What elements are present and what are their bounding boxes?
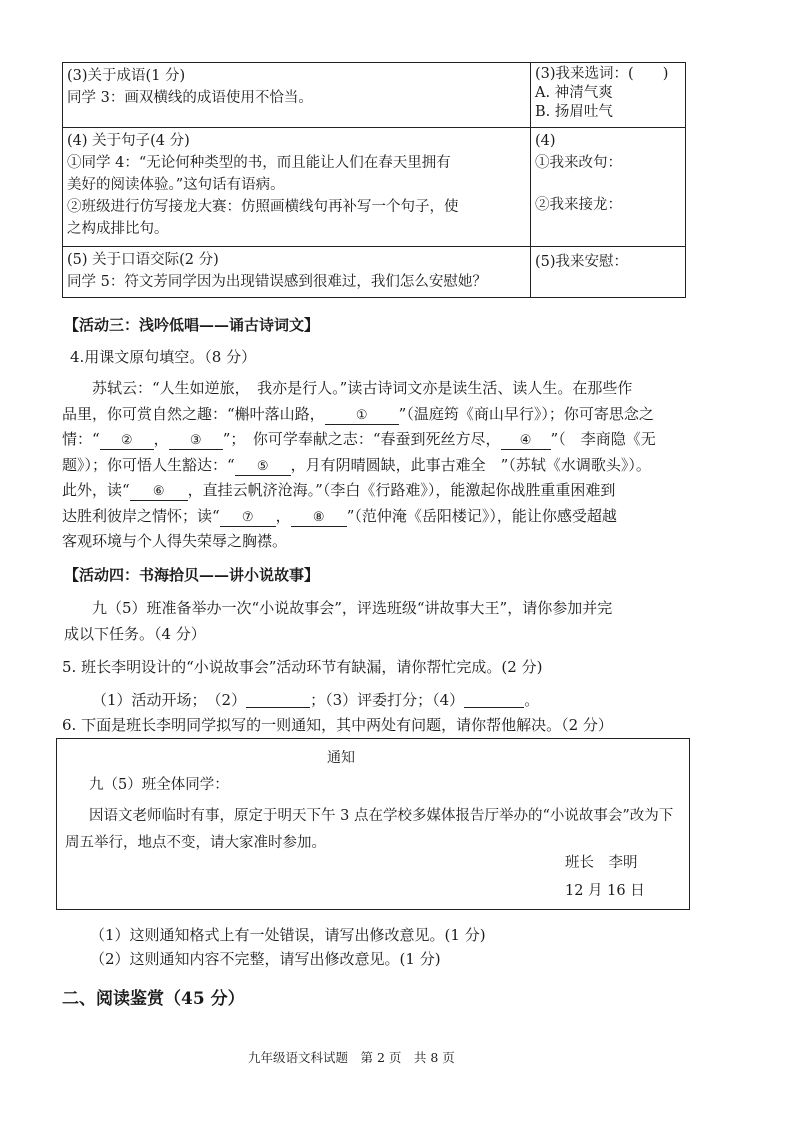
activity-4-intro: 九（5）班准备举办一次“小说故事会”，评选班级“讲故事大王”，请你参加并完 [92,599,613,617]
question-5: 5. 班长李明设计的“小说故事会”活动环节有缺漏，请你帮忙完成。(2 分) [62,658,543,676]
answer-blank[interactable] [246,691,310,708]
sub-question-1: （1）这则通知格式上有一处错误，请写出修改意见。(1 分) [90,926,486,944]
answer-label: ①我来改句： [535,155,622,171]
step-text: ；（3）评委打分；（4） [310,691,465,709]
passage-line [62,402,690,428]
blank-6[interactable]: ⑥ [130,484,188,501]
table-cell-answer [531,63,685,127]
notice-signature: 班长 李明 [565,855,638,871]
passage-text: ，直挂云帆济沧海。”（李白《行路难》），能激起你战胜重重困难到 [187,481,616,499]
notice-box [56,738,690,910]
notice-title: 通知 [327,750,355,766]
activity-4-intro: 成以下任务。（4 分） [64,625,206,643]
notice-recipient: 九（5）班全体同学： [89,777,229,793]
passage-line [62,427,690,453]
passage-text: ，月有阴晴圆缺，此事古难全 ”（苏轼《水调歌头》）。 [290,455,651,474]
row-heading: (3)关于成语(1 分) [67,68,186,84]
table-cell-question [63,128,531,246]
page-footer: 九年级语文科试题 第 2 页 共 8 页 [248,1050,455,1065]
answer-label: (4) [535,133,556,149]
option-b: B. 扬眉吐气 [535,104,613,120]
row-heading: (4) 关于句子(4 分) [67,133,190,149]
blank-7[interactable]: ⑦ [220,510,276,527]
passage-text: ”（温庭筠《商山早行》）；你可寄思念之 [398,404,654,423]
table-cell-answer [531,128,685,246]
step-text: 。 [524,691,540,709]
notice-body: 因语文老师临时有事，原定于明天下午 3 点在学校多媒体报告厅举办的“小说故事会”改为下周五举行，地点不变，请大家准时参加。 [65,808,674,851]
option-a: A. 神清气爽 [535,85,613,101]
question-6: 6. 下面是班长李明同学拟写的一则通知，其中两处有问题，请你帮他解决。（2 分） [62,716,613,734]
passage-text: 题》）；你可悟人生豁达：“ [62,455,235,474]
sub-question-2: （2）这则通知内容不完整，请写出修改意见。(1 分) [90,950,441,968]
fill-in-passage [62,376,690,555]
passage-line [62,478,690,504]
passage-line: 苏轼云：“人生如逆旅， 我亦是行人。”读古诗词文亦是读生活、读人生。在那些作 [92,379,633,397]
table-row [63,63,685,128]
table-cell-question [63,63,531,127]
row-text: 同学 5：符文芳同学因为出现错误感到很难过，我们怎么安慰她？ [67,274,487,290]
passage-line: 客观环境与个人得失荣辱之胸襟。 [62,532,288,550]
row-heading: (5) 关于口语交际(2 分) [67,252,219,268]
blank-3[interactable]: ③ [169,433,223,450]
answer-label: ②我来接龙： [535,197,622,213]
blank-5[interactable]: ⑤ [235,459,291,476]
blank-1[interactable]: ① [325,408,399,425]
table-cell-answer [531,247,685,297]
passage-text: ， [275,506,291,525]
answer-label: (3)我来选词：( ) [535,66,669,82]
row-text: ②班级进行仿写接龙大赛：仿照画横线句再补写一个句子，使 [67,199,459,215]
passage-text: ”（范仲淹《岳阳楼记》），能让你感受超越 [346,506,617,525]
activity-3-title: 【活动三：浅吟低唱——诵古诗词文】 [64,316,320,334]
answer-blank[interactable] [464,691,524,708]
answer-label: (5)我来安慰： [535,254,629,270]
passage-text: 品里，你可赏自然之趣：“槲叶落山路， [62,404,325,423]
blank-2[interactable]: ② [100,433,154,450]
blank-8[interactable]: ⑧ [291,510,347,527]
table-row [63,128,685,247]
row-text: 美好的阅读体验。”这句话有语病。 [67,177,285,193]
blank-4[interactable]: ④ [501,433,551,450]
row-text: 同学 3：画双横线的成语使用不恰当。 [67,90,313,106]
section-2-heading: 二、阅读鉴赏（45 分） [62,989,245,1009]
passage-line [62,453,690,479]
activity-4-title: 【活动四：书海拾贝——讲小说故事】 [64,566,320,584]
passage-text: 此外，读“ [62,481,130,499]
row-text: ①同学 4：“无论何种类型的书，而且能让人们在春天里拥有 [67,155,451,171]
passage-text: 情：“ [62,430,100,448]
passage-text: ， [153,430,169,448]
row-text: 之构成排比句。 [67,221,169,237]
question-table [62,62,686,298]
passage-line [62,504,690,530]
step-text: （1）活动开场； （2） [92,691,247,709]
notice-date: 12 月 16 日 [565,883,645,899]
table-row [63,247,685,297]
passage-text: ”（ 李商隐《无 [550,430,656,448]
table-cell-question [63,247,531,297]
question-4: 4.用课文原句填空。（8 分） [70,348,257,366]
passage-text: 达胜利彼岸之情怀；读“ [62,506,220,525]
passage-text: ”； 你可学奉献之志：“春蚕到死丝方尽， [222,430,501,448]
question-5-steps [92,689,539,710]
